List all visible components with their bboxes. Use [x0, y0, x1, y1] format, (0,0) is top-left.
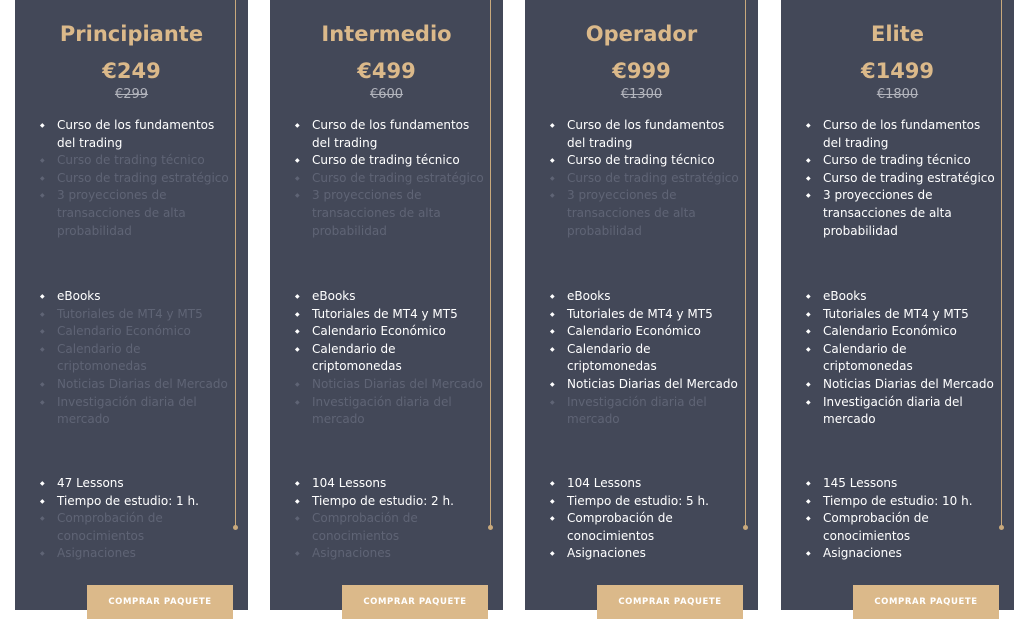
pricing-card-elite — [781, 0, 1014, 610]
feature-included: ◆ Asignaciones — [806, 545, 1000, 563]
feature-included: ◆ 145 Lessons — [806, 475, 1000, 493]
plan-price: €999 — [612, 59, 671, 83]
feature-included: ◆ Curso de los fundamentos del trading — [295, 117, 489, 152]
feature-list-resources — [550, 288, 744, 429]
feature-included: ◆ Asignaciones — [550, 545, 744, 563]
feature-included: ◆ Curso de trading técnico — [550, 152, 744, 170]
feature-included: ◆ Curso de trading técnico — [806, 152, 1000, 170]
feature-included: ◆ 104 Lessons — [295, 475, 489, 493]
feature-excluded: ◆ Curso de trading técnico — [40, 152, 234, 170]
feature-list-resources — [295, 288, 489, 429]
feature-list-courses — [40, 117, 234, 240]
feature-included: ◆ eBooks — [40, 288, 234, 306]
feature-excluded: ◆ Comprobación de conocimientos — [295, 510, 489, 545]
buy-package-button[interactable]: COMPRAR PAQUETE — [597, 585, 743, 619]
buy-package-button[interactable]: COMPRAR PAQUETE — [342, 585, 488, 619]
buy-package-button[interactable]: COMPRAR PAQUETE — [853, 585, 999, 619]
feature-included: ◆ Curso de trading estratégico — [806, 170, 1000, 188]
feature-included: ◆ Noticias Diarias del Mercado — [806, 376, 1000, 394]
feature-included: ◆ 104 Lessons — [550, 475, 744, 493]
feature-included: ◆ Calendario de criptomonedas — [295, 341, 489, 376]
feature-excluded: ◆ Noticias Diarias del Mercado — [40, 376, 234, 394]
feature-excluded: ◆ Curso de trading estratégico — [550, 170, 744, 188]
feature-list-study — [550, 475, 744, 563]
plan-title: Operador — [585, 22, 698, 46]
feature-excluded: ◆ Curso de trading estratégico — [295, 170, 489, 188]
feature-list-courses — [806, 117, 1000, 240]
buy-package-button[interactable]: COMPRAR PAQUETE — [87, 585, 233, 619]
feature-list-courses — [550, 117, 744, 240]
plan-price: €249 — [102, 59, 161, 83]
feature-excluded: ◆ Investigación diaria del mercado — [295, 394, 489, 429]
feature-included: ◆ Tutoriales de MT4 y MT5 — [550, 306, 744, 324]
feature-excluded: ◆ Calendario de criptomonedas — [40, 341, 234, 376]
feature-included: ◆ Calendario de criptomonedas — [550, 341, 744, 376]
feature-included: ◆ Curso de los fundamentos del trading — [40, 117, 234, 152]
plan-price: €1499 — [860, 59, 935, 83]
feature-included: ◆ Curso de trading técnico — [295, 152, 489, 170]
feature-excluded: ◆ Calendario Económico — [40, 323, 234, 341]
feature-included: ◆ Curso de los fundamentos del trading — [806, 117, 1000, 152]
feature-excluded: ◆ Comprobación de conocimientos — [40, 510, 234, 545]
feature-excluded: ◆ Asignaciones — [40, 545, 234, 563]
plan-title: Intermedio — [321, 22, 452, 46]
feature-included: ◆ Tiempo de estudio: 10 h. — [806, 493, 1000, 511]
feature-list-resources — [40, 288, 234, 429]
feature-excluded: ◆ Investigación diaria del mercado — [40, 394, 234, 429]
feature-included: ◆ Comprobación de conocimientos — [550, 510, 744, 545]
feature-included: ◆ Curso de los fundamentos del trading — [550, 117, 744, 152]
plan-old-price: €1300 — [620, 87, 663, 102]
feature-excluded: ◆ Asignaciones — [295, 545, 489, 563]
feature-included: ◆ Noticias Diarias del Mercado — [550, 376, 744, 394]
plan-price: €499 — [357, 59, 416, 83]
plan-old-price: €600 — [369, 87, 404, 102]
feature-list-study — [40, 475, 234, 563]
feature-excluded: ◆ Tutoriales de MT4 y MT5 — [40, 306, 234, 324]
plan-old-price: €1800 — [876, 87, 919, 102]
feature-included: ◆ eBooks — [550, 288, 744, 306]
feature-included: ◆ Comprobación de conocimientos — [806, 510, 1000, 545]
feature-included: ◆ Tiempo de estudio: 5 h. — [550, 493, 744, 511]
feature-list-study — [806, 475, 1000, 563]
pricing-card-intermedio — [270, 0, 503, 610]
feature-included: ◆ Tiempo de estudio: 1 h. — [40, 493, 234, 511]
feature-excluded: ◆ 3 proyecciones de transacciones de alta probabilidad — [40, 187, 234, 240]
feature-included: ◆ Calendario Económico — [806, 323, 1000, 341]
feature-list-courses — [295, 117, 489, 240]
feature-included: ◆ Calendario Económico — [295, 323, 489, 341]
feature-included: ◆ Investigación diaria del mercado — [806, 394, 1000, 429]
feature-excluded: ◆ Investigación diaria del mercado — [550, 394, 744, 429]
feature-included: ◆ Tutoriales de MT4 y MT5 — [295, 306, 489, 324]
pricing-card-principiante — [15, 0, 248, 610]
feature-included: ◆ Tiempo de estudio: 2 h. — [295, 493, 489, 511]
feature-included: ◆ eBooks — [806, 288, 1000, 306]
feature-included: ◆ Calendario Económico — [550, 323, 744, 341]
feature-list-study — [295, 475, 489, 563]
pricing-card-operador — [525, 0, 758, 610]
plan-title: Principiante — [59, 22, 204, 46]
plan-title: Elite — [870, 22, 925, 46]
feature-excluded: ◆ Curso de trading estratégico — [40, 170, 234, 188]
feature-list-resources — [806, 288, 1000, 429]
feature-included: ◆ Calendario de criptomonedas — [806, 341, 1000, 376]
feature-excluded: ◆ Noticias Diarias del Mercado — [295, 376, 489, 394]
feature-included: ◆ 47 Lessons — [40, 475, 234, 493]
feature-included: ◆ eBooks — [295, 288, 489, 306]
plan-old-price: €299 — [114, 87, 149, 102]
feature-excluded: ◆ 3 proyecciones de transacciones de alta probabilidad — [550, 187, 744, 240]
feature-included: ◆ Tutoriales de MT4 y MT5 — [806, 306, 1000, 324]
feature-included: ◆ 3 proyecciones de transacciones de alta probabilidad — [806, 187, 1000, 240]
feature-excluded: ◆ 3 proyecciones de transacciones de alta probabilidad — [295, 187, 489, 240]
